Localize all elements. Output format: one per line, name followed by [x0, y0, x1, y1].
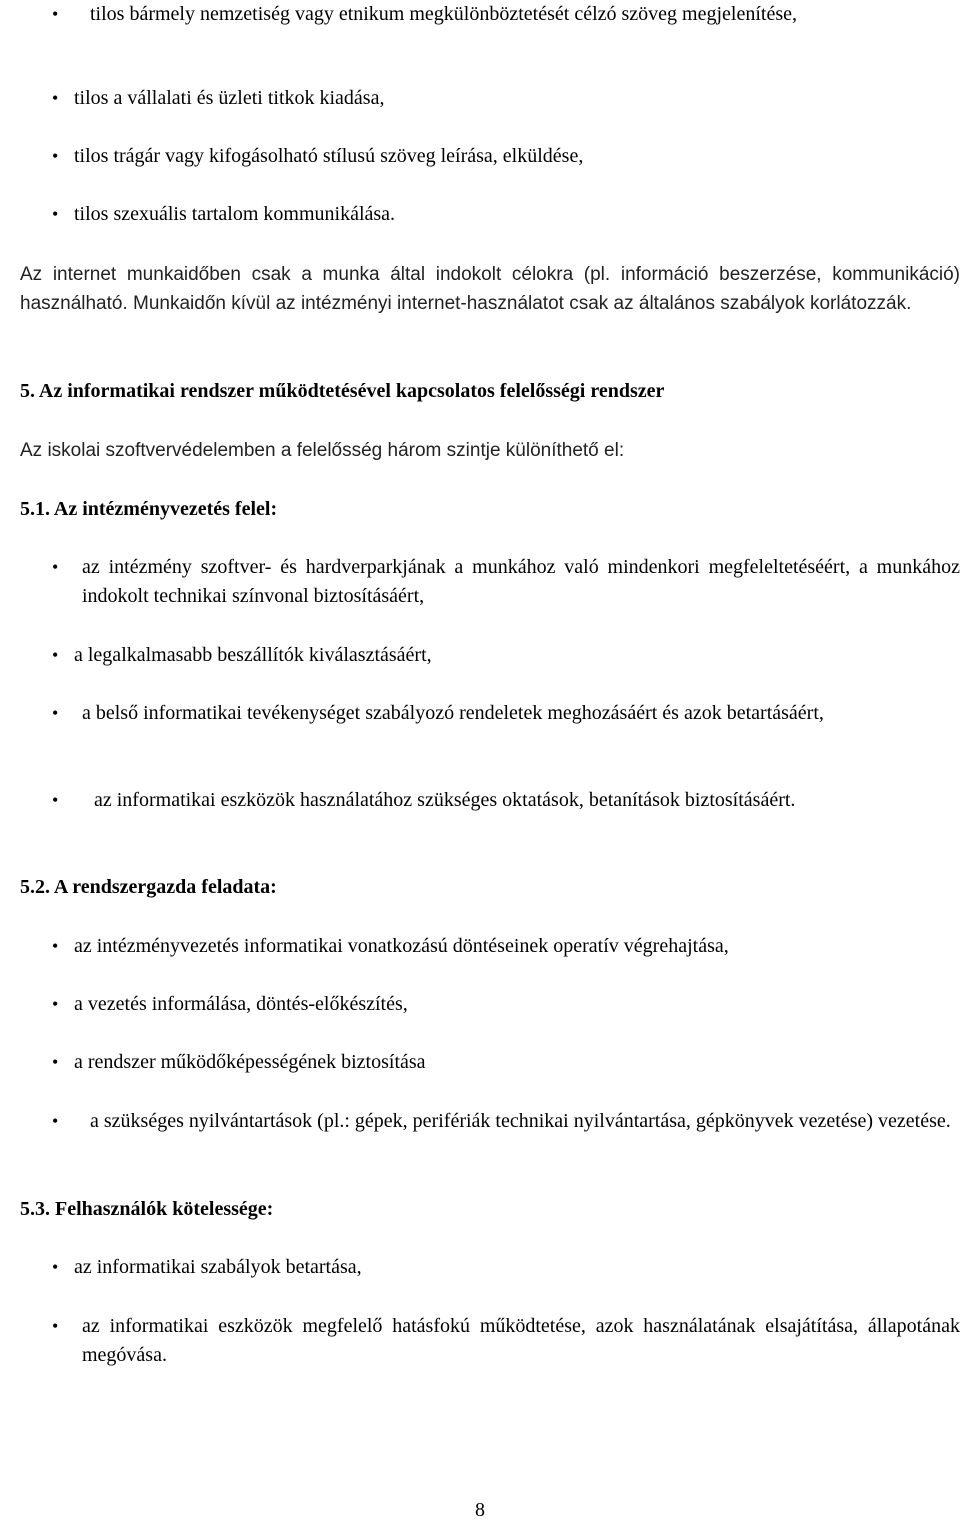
section-5-1-heading: 5.1. Az intézményvezetés felel:: [20, 498, 278, 520]
list-item: [52, 200, 960, 229]
bullet-icon: •: [52, 1316, 59, 1336]
bullet-icon: •: [52, 703, 59, 723]
list-item: [52, 1312, 960, 1370]
list-item-text: tilos a vállalati és üzleti titkok kiadása,: [74, 87, 385, 109]
list-item: [52, 786, 960, 815]
list-item: [52, 932, 960, 961]
section-5-heading: 5. Az informatikai rendszer működtetésével kapcsolatos felelősségi rendszer: [20, 380, 665, 402]
internet-usage-paragraph: Az internet munkaidőben csak a munka által indokolt célokra (pl. információ beszerzése, kommunikáció) használható. Munkaidőn kívül az intézményi internet-használatot csak az általános szabályok korlátozzák.: [20, 264, 960, 314]
list-item: [52, 990, 960, 1019]
bullet-icon: •: [52, 204, 59, 224]
list-item: [52, 142, 960, 171]
list-item-text: tilos bármely nemzetiség vagy etnikum megkülönböztetését célzó szöveg megjelenítése,: [90, 3, 797, 25]
list-item: [52, 1107, 960, 1136]
list-item: [52, 699, 960, 728]
list-item: [52, 553, 960, 611]
section-5-intro: Az iskolai szoftvervédelemben a felelősség három szintje különíthető el:: [20, 440, 625, 461]
bullet-icon: •: [52, 4, 59, 24]
bullet-icon: •: [52, 994, 59, 1014]
list-item-text: tilos szexuális tartalom kommunikálása.: [74, 203, 396, 225]
list-item-text: a szükséges nyilvántartások (pl.: gépek, perifériák technikai nyilvántartása, gépkönyvek vezetése) vezetése.: [90, 1110, 951, 1132]
list-item-text: az intézményvezetés informatikai vonatkozású döntéseinek operatív végrehajtása,: [74, 935, 729, 957]
list-item-text: tilos trágár vagy kifogásolható stílusú szöveg leírása, elküldése,: [74, 145, 584, 167]
bullet-icon: •: [52, 1052, 59, 1072]
list-item-text: a rendszer működőképességének biztosítása: [74, 1051, 426, 1073]
list-item: [52, 0, 960, 29]
bullet-icon: •: [52, 1111, 59, 1131]
section-5-2-heading: 5.2. A rendszergazda feladata:: [20, 876, 277, 898]
list-item-text: az informatikai eszközök használatához szükséges oktatások, betanítások biztosításáért.: [94, 789, 796, 811]
list-item: [52, 641, 960, 670]
page-number: 8: [475, 1499, 485, 1521]
list-item-text: a legalkalmasabb beszállítók kiválasztásáért,: [74, 644, 432, 666]
list-item: [52, 1253, 960, 1282]
bullet-icon: •: [52, 1257, 59, 1277]
list-item-text: az informatikai eszközök megfelelő hatásfokú működtetése, azok használatának elsajátítása, állapotának megóvása.: [82, 1315, 960, 1366]
bullet-icon: •: [52, 88, 59, 108]
list-item: [52, 84, 960, 113]
bullet-icon: •: [52, 146, 59, 166]
list-item-text: a vezetés informálása, döntés-előkészítés,: [74, 993, 408, 1015]
bullet-icon: •: [52, 645, 59, 665]
list-item-text: a belső informatikai tevékenységet szabályozó rendeletek meghozásáért és azok betartásáért,: [82, 702, 824, 724]
list-item: [52, 1048, 960, 1077]
section-5-3-heading: 5.3. Felhasználók kötelessége:: [20, 1198, 274, 1220]
bullet-icon: •: [52, 790, 59, 810]
bullet-icon: •: [52, 557, 59, 577]
list-item-text: az intézmény szoftver- és hardverparkjának a munkához való mindenkori megfeleltetéséért, a munkához indokolt technikai színvonal biztosításáért,: [82, 556, 960, 607]
list-item-text: az informatikai szabályok betartása,: [74, 1256, 362, 1278]
bullet-icon: •: [52, 936, 59, 956]
